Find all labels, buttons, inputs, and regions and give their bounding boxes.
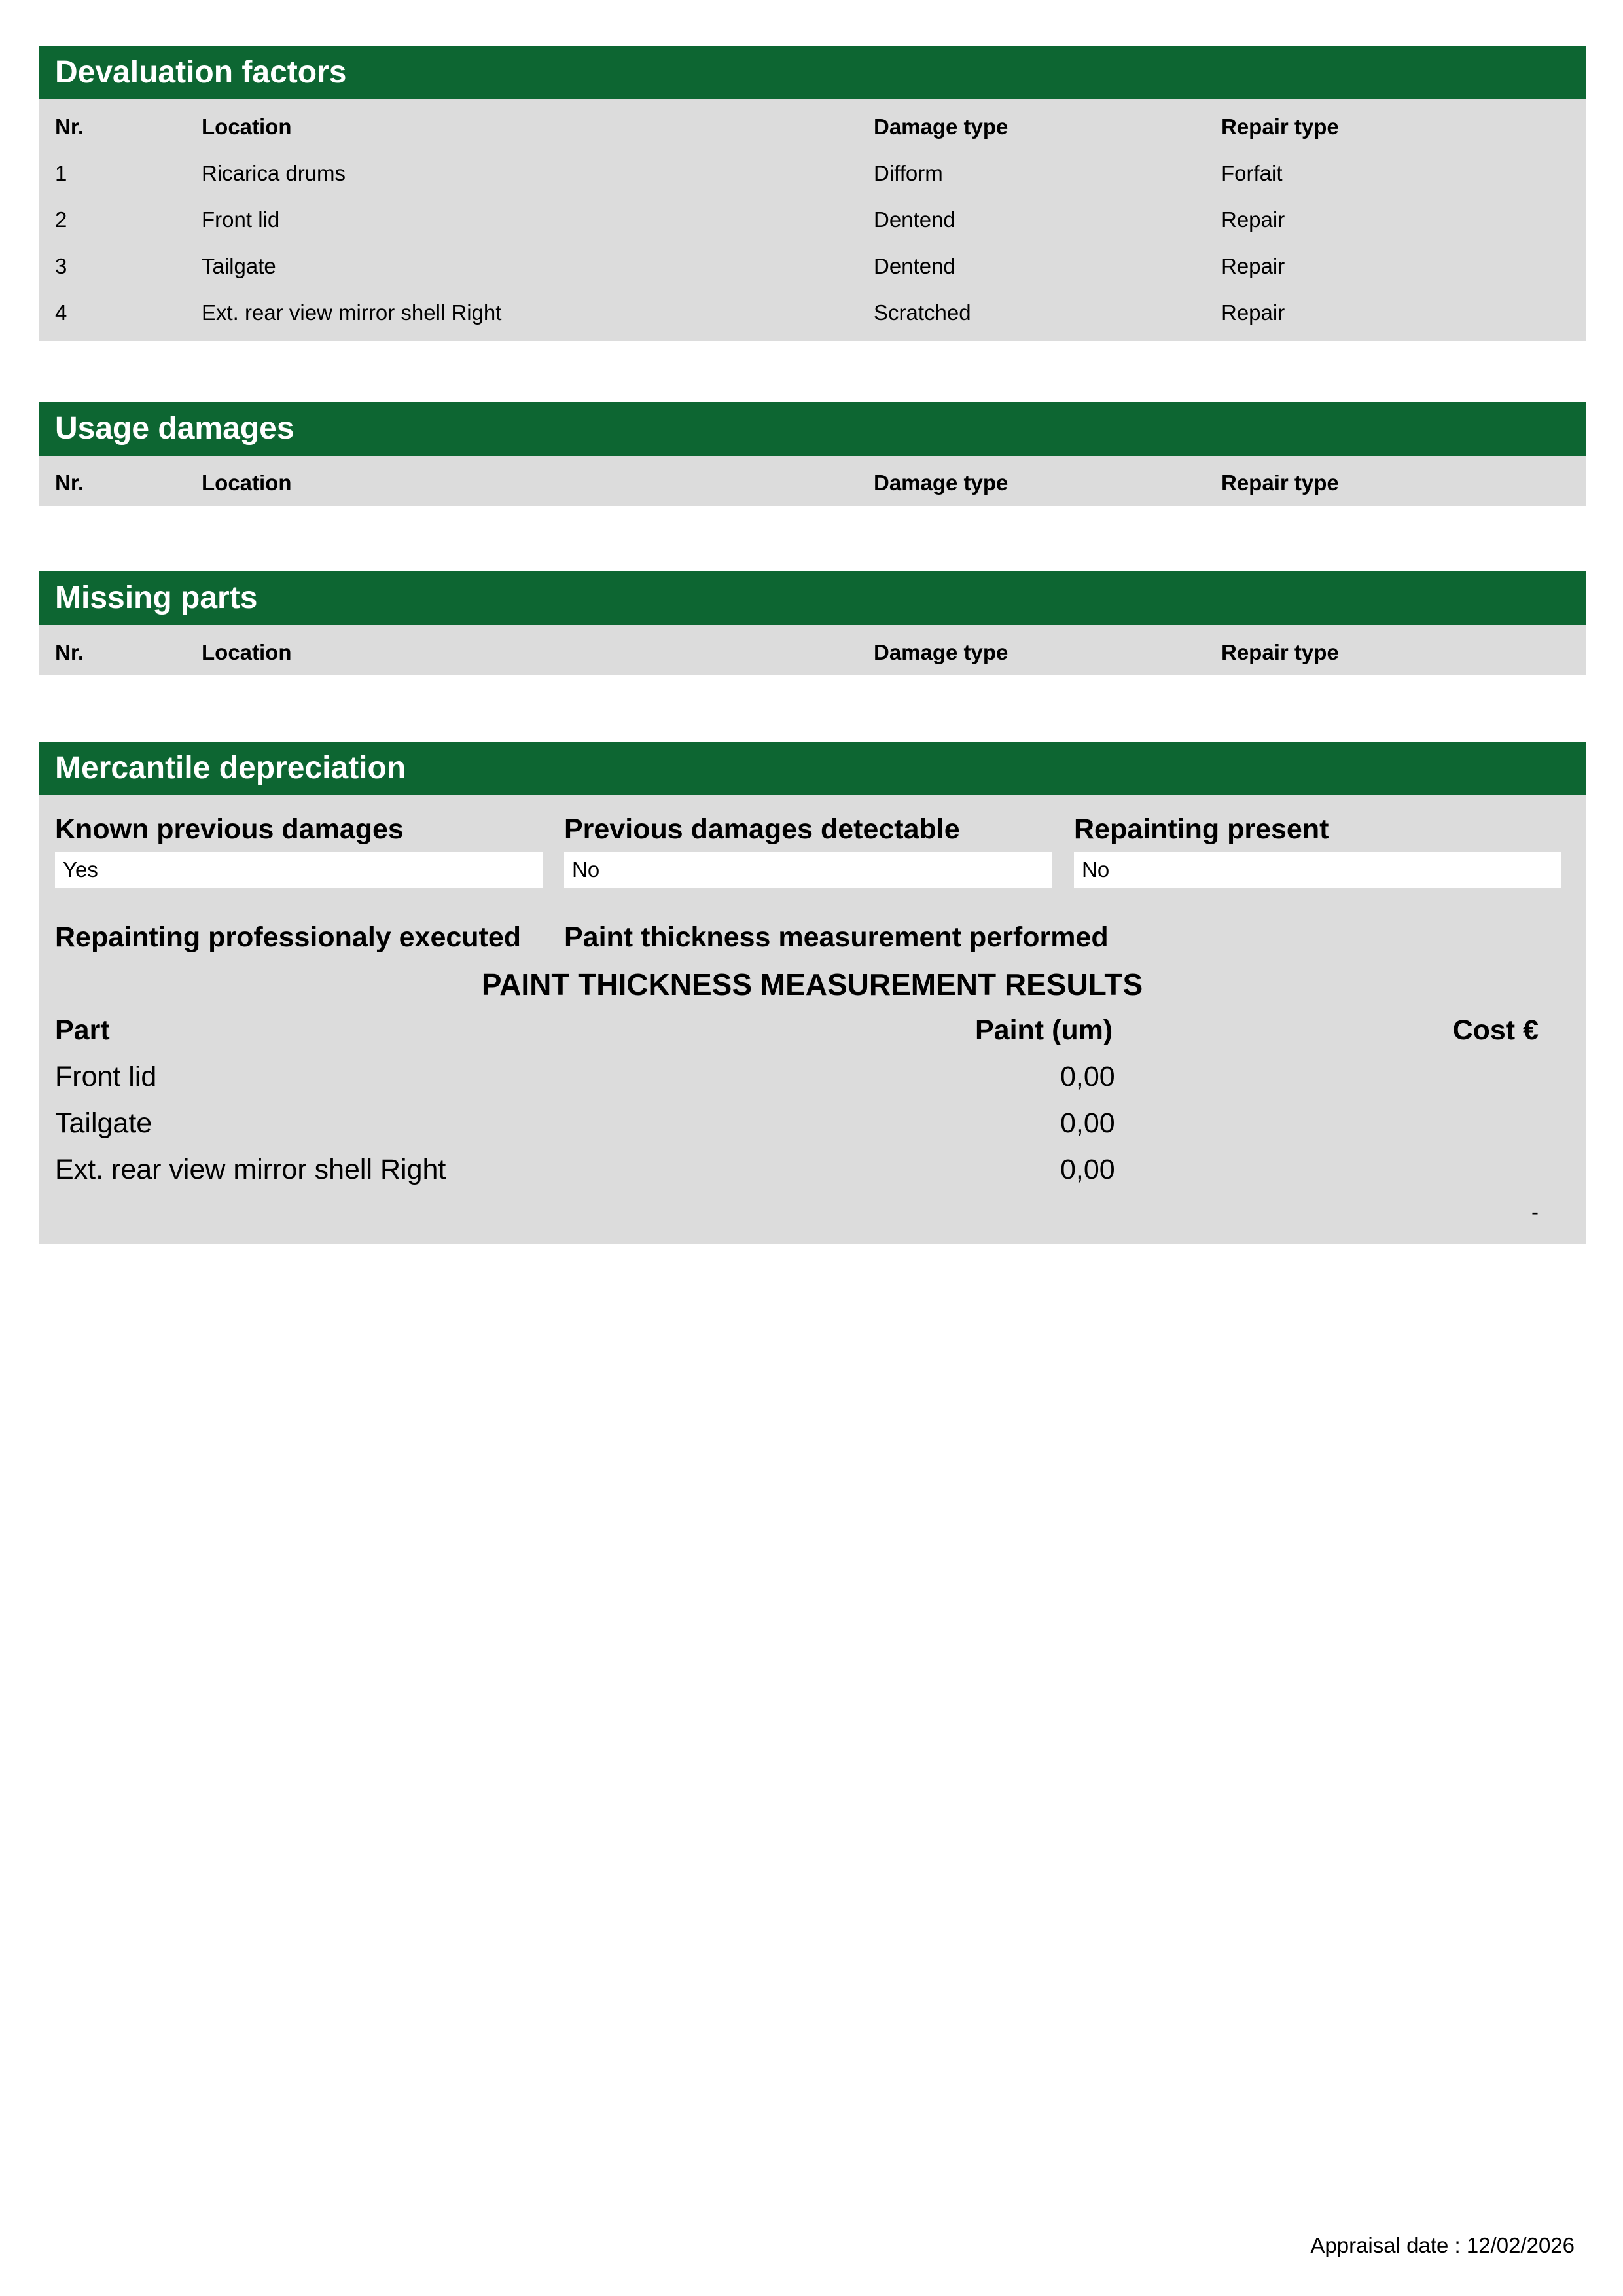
- column-header-location: Location: [202, 471, 292, 495]
- known-previous-damages-value: Yes: [55, 852, 543, 888]
- table-row: [39, 196, 1586, 243]
- table-row: [39, 243, 1586, 289]
- paint-row-part: Ext. rear view mirror shell Right: [55, 1154, 446, 1185]
- row-damage-type: Dentend: [874, 254, 955, 278]
- repainting-present-label: Repainting present: [1074, 814, 1329, 845]
- column-header-nr: Nr.: [55, 471, 84, 495]
- column-header-location: Location: [202, 640, 292, 664]
- row-repair-type: Forfait: [1221, 161, 1283, 185]
- row-location: Front lid: [202, 207, 280, 232]
- devaluation-factors-title: Devaluation factors: [39, 46, 1586, 99]
- column-header-damage-type: Damage type: [874, 640, 1008, 664]
- missing-parts-section: [39, 571, 1586, 675]
- row-nr: 4: [55, 300, 67, 325]
- devaluation-factors-table: [39, 99, 1586, 341]
- paint-column-header-paint: Paint (um): [975, 1014, 1113, 1046]
- row-repair-type: Repair: [1221, 300, 1285, 325]
- paint-row-part: Front lid: [55, 1061, 157, 1092]
- known-previous-damages-label: Known previous damages: [55, 814, 404, 845]
- column-header-damage-type: Damage type: [874, 471, 1008, 495]
- paint-row-part: Tailgate: [55, 1107, 152, 1139]
- column-header-location: Location: [202, 115, 292, 139]
- missing-parts-title: Missing parts: [39, 571, 1586, 625]
- repainting-professionaly-executed-label: Repainting professionaly executed: [55, 922, 522, 953]
- paint-results-title: PAINT THICKNESS MEASUREMENT RESULTS: [481, 967, 1143, 1001]
- usage-damages-table: [39, 456, 1586, 506]
- row-repair-type: Repair: [1221, 254, 1285, 278]
- row-nr: 2: [55, 207, 67, 232]
- row-damage-type: Scratched: [874, 300, 971, 325]
- row-nr: 1: [55, 161, 67, 185]
- table-header-row: [39, 103, 1586, 150]
- row-repair-type: Repair: [1221, 207, 1285, 232]
- column-header-nr: Nr.: [55, 640, 84, 664]
- row-damage-type: Dentend: [874, 207, 955, 232]
- repainting-present-value: No: [1074, 852, 1561, 888]
- mercantile-depreciation-title: Mercantile depreciation: [39, 742, 1586, 795]
- table-row: [39, 289, 1586, 336]
- column-header-repair-type: Repair type: [1221, 640, 1339, 664]
- table-header-row: [39, 629, 1586, 675]
- paint-row-value: 0,00: [1060, 1061, 1115, 1092]
- row-location: Ricarica drums: [202, 161, 346, 185]
- usage-damages-section: [39, 402, 1586, 506]
- row-nr: 3: [55, 254, 67, 278]
- paint-thickness-performed-label: Paint thickness measurement performed: [564, 922, 1109, 953]
- usage-damages-title: Usage damages: [39, 402, 1586, 456]
- column-header-repair-type: Repair type: [1221, 471, 1339, 495]
- previous-damages-detectable-value: No: [564, 852, 1052, 888]
- table-row: [39, 150, 1586, 196]
- column-header-repair-type: Repair type: [1221, 115, 1339, 139]
- paint-column-header-cost: Cost €: [1452, 1014, 1539, 1046]
- appraisal-date: Appraisal date : 12/02/2026: [1310, 2233, 1575, 2257]
- row-location: Tailgate: [202, 254, 276, 278]
- previous-damages-detectable-label: Previous damages detectable: [564, 814, 960, 845]
- paint-row-value: 0,00: [1060, 1107, 1115, 1139]
- column-header-damage-type: Damage type: [874, 115, 1008, 139]
- column-header-nr: Nr.: [55, 115, 84, 139]
- row-location: Ext. rear view mirror shell Right: [202, 300, 502, 325]
- paint-row-value: 0,00: [1060, 1154, 1115, 1185]
- devaluation-factors-section: [39, 46, 1586, 341]
- paint-total-cost: -: [1531, 1200, 1539, 1224]
- table-header-row: [39, 459, 1586, 506]
- paint-column-header-part: Part: [55, 1014, 110, 1046]
- mercantile-depreciation-section: [39, 742, 1586, 1244]
- missing-parts-table: [39, 625, 1586, 675]
- row-damage-type: Difform: [874, 161, 943, 185]
